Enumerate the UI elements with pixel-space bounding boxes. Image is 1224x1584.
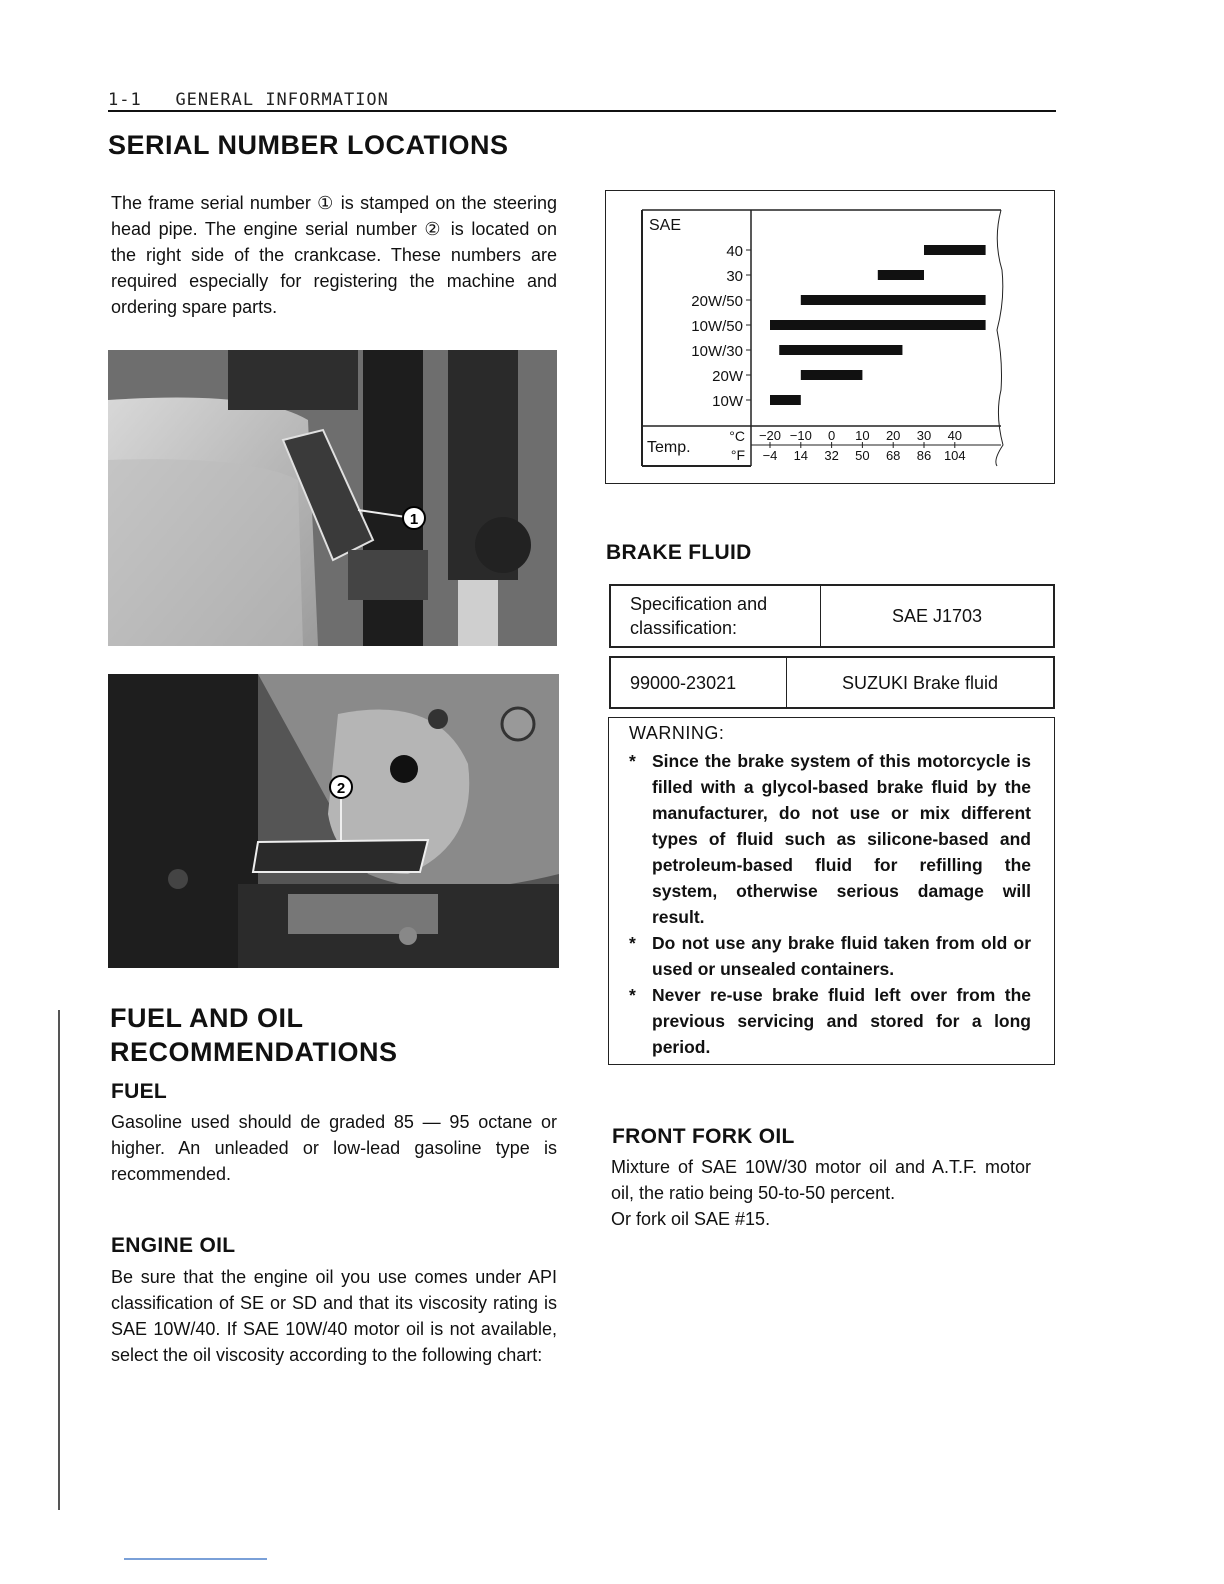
chart-bar xyxy=(770,395,801,405)
chart-tick-label-f: 50 xyxy=(855,448,870,463)
chart-tick-label-c: 10 xyxy=(855,428,870,443)
warning-title: WARNING: xyxy=(629,723,725,743)
serial-paragraph: The frame serial number ① is stamped on the steering head pipe. The engine serial number ② is located on the right side of the crankcase. These numbers are required especially for registering the machine and ordering spare parts. xyxy=(111,193,557,317)
fuel-oil-title-line2: RECOMMENDATIONS xyxy=(110,1037,398,1067)
bottom-line-mark xyxy=(124,1558,267,1560)
chart-tick-label-c: −20 xyxy=(758,428,782,443)
chart-bar xyxy=(801,370,863,380)
chart-tick-label-c: 20 xyxy=(885,428,901,443)
chart-tick-label-c: 40 xyxy=(947,428,963,443)
callout-1: 1 xyxy=(409,511,419,528)
brake-fluid-heading: BRAKE FLUID xyxy=(606,541,752,564)
chart-tick-label-f: −4 xyxy=(762,448,778,463)
engine-oil-heading: ENGINE OIL xyxy=(111,1234,236,1257)
warning-item xyxy=(629,930,1031,982)
brake-spec-table xyxy=(609,584,1055,648)
bullet-star: * xyxy=(629,751,636,771)
spec-label: Specification and classification: xyxy=(630,594,768,638)
fuel-oil-title xyxy=(110,1001,398,1069)
spec-value: SAE J1703 xyxy=(891,606,983,626)
part-name: SUZUKI Brake fluid xyxy=(841,672,999,693)
chart-category-label: 20W/50 xyxy=(691,293,743,310)
warning-item xyxy=(629,982,1031,1060)
chart-tick-label-c: 30 xyxy=(916,428,932,443)
chart-tick-label-f: 14 xyxy=(793,448,809,463)
chart-tick-label-f: 32 xyxy=(824,448,839,463)
chart-bar xyxy=(779,345,902,355)
chart-bar xyxy=(801,295,986,305)
front-fork-paragraph: Mixture of SAE 10W/30 motor oil and A.T.F. motor oil, the ratio being 50-to-50 percent. xyxy=(611,1157,1031,1203)
part-number: 99000-23021 xyxy=(630,672,737,693)
warning-text: Do not use any brake fluid taken from old or used or unsealed containers. xyxy=(652,933,1031,979)
front-fork-heading: FRONT FORK OIL xyxy=(612,1125,795,1148)
chart-tick-label-f: 104 xyxy=(943,448,966,463)
warning-text: Never re-use brake fluid left over from the previous servicing and stored for a long period. xyxy=(652,985,1031,1057)
chart-category-label: 10W/50 xyxy=(691,318,743,335)
chart-tick-label-f: 86 xyxy=(916,448,932,463)
binding-edge-mark xyxy=(58,1010,60,1510)
header-title: GENERAL INFORMATION xyxy=(175,90,389,110)
front-fork-paragraph-2: Or fork oil SAE #15. xyxy=(611,1209,771,1229)
chart-bar xyxy=(924,245,986,255)
bullet-star: * xyxy=(629,933,636,953)
fuel-paragraph: Gasoline used should de graded 85 — 95 octane or higher. An unleaded or low-lead gasoline type is recommended. xyxy=(111,1112,557,1184)
chart-xlabel: Temp. xyxy=(647,439,691,456)
warning-list xyxy=(629,748,1031,1060)
running-header xyxy=(108,90,389,110)
brake-part-table xyxy=(609,656,1055,709)
page-title: SERIAL NUMBER LOCATIONS xyxy=(108,130,509,160)
chart-tick-label-c: −10 xyxy=(789,428,812,443)
frame-serial-photo xyxy=(108,350,557,646)
chart-category-label: 10W xyxy=(712,393,743,410)
chart-category-label: 30 xyxy=(726,268,743,285)
header-rule xyxy=(108,110,1056,112)
chart-category-label: 40 xyxy=(726,243,743,260)
chart-tick-label-c: 0 xyxy=(827,428,836,443)
section-number: 1-1 xyxy=(108,90,142,110)
chart-bar xyxy=(770,320,986,330)
fuel-oil-title-line1: FUEL AND OIL xyxy=(110,1003,304,1033)
engine-oil-paragraph: Be sure that the engine oil you use comes under API classification of SE or SD and that its viscosity rating is SAE 10W/40. If SAE 10W/40 motor oil is not available, select the oil viscosity according to the following chart: xyxy=(111,1267,557,1365)
bullet-star: * xyxy=(629,985,636,1005)
chart-bar xyxy=(878,270,924,280)
chart-tick-label-f: 68 xyxy=(885,448,901,463)
chart-category-label: 10W/30 xyxy=(691,343,743,360)
chart-unit-c: °C xyxy=(729,428,745,444)
chart-ylabel: SAE xyxy=(649,217,682,234)
fuel-heading: FUEL xyxy=(111,1080,168,1103)
callout-2: 2 xyxy=(336,780,346,797)
engine-serial-photo xyxy=(108,674,559,968)
warning-box xyxy=(608,717,1055,1065)
warning-item xyxy=(629,748,1031,930)
warning-text: Since the brake system of this motorcycle is filled with a glycol-based brake fluid by the manufacturer, do not use or mix different types of fluid such as silicone-based and petroleum-based fluid for refilling the system, otherwise serious damage will result. xyxy=(652,751,1031,927)
viscosity-chart xyxy=(605,190,1055,484)
chart-unit-f: °F xyxy=(730,447,745,463)
chart-category-label: 20W xyxy=(712,368,743,385)
